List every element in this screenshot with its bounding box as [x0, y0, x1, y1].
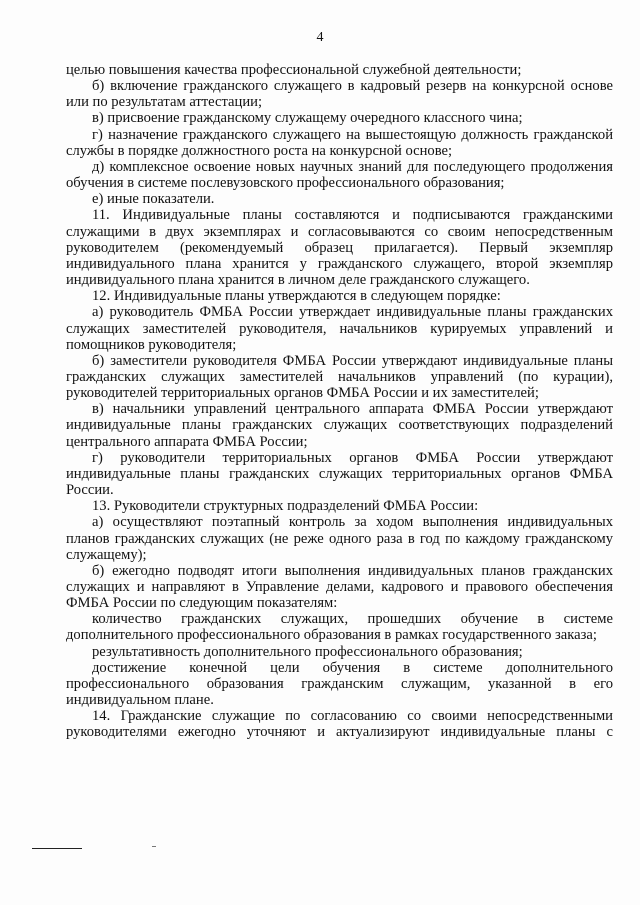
- paragraph-12-b: б) заместители руководителя ФМБА России утверждают индивидуальные планы гражданских служащих заместителей начальников управлений (по курации), руководителей территориальных органов ФМБА России и их заместителей;: [66, 352, 613, 402]
- page-number: 4: [316, 30, 324, 45]
- paragraph-12-a: а) руководитель ФМБА России утверждает индивидуальные планы гражданских служащих заместителей руководителя, начальников курируемых управлений и помощников руководителя;: [66, 304, 613, 353]
- paragraph-12-g: г) руководители территориальных органов ФМБА России утверждают индивидуальные планы гражданских служащих территориальных органов ФМБА России.: [66, 449, 613, 499]
- paragraph-12-v: в) начальники управлений центрального аппарата ФМБА России утверждают индивидуальные планы гражданских служащих соответствующих подразделений центрального аппарата ФМБА России;: [66, 401, 613, 450]
- paragraph-11: 11. Индивидуальные планы составляются и подписываются гражданскими служащими в двух экземплярах и согласовываются со своим непосредственным руководителем (рекомендуемый образец прилагается). Первый экземпляр индивидуального плана хранится у гражданского служащего, второй экземпляр индивидуального плана хранится в личном деле гражданского служащего.: [66, 207, 613, 289]
- paragraph-item-e: е) иные показатели.: [92, 191, 215, 208]
- paragraph-continuation: целью повышения качества профессиональной служебной деятельности;: [66, 62, 522, 78]
- paragraph-13-indicator-1: количество гражданских служащих, прошедших обучение в системе дополнительного профессионального образования в рамках государственного заказа;: [66, 611, 613, 644]
- paragraph-12: 12. Индивидуальные планы утверждаются в следующем порядке:: [92, 288, 501, 305]
- footer-rule: [32, 848, 82, 849]
- paragraph-13-a: а) осуществляют поэтапный контроль за ходом выполнения индивидуальных планов гражданских служащих (не реже одного раза в год по каждому гражданскому служащему);: [66, 514, 613, 563]
- paragraph-13-b: б) ежегодно подводят итоги выполнения индивидуальных планов гражданских служащих и направляют в Управление делами, кадрового и правового обеспечения ФМБА России по следующим показателям:: [66, 562, 613, 612]
- paragraph-item-g: г) назначение гражданского служащего на вышестоящую должность гражданской службы в порядке должностного роста на конкурсной основе;: [66, 126, 613, 159]
- footer-mark: [152, 846, 156, 847]
- document-body: [66, 62, 613, 741]
- paragraph-13: 13. Руководители структурных подразделений ФМБА России:: [92, 498, 479, 515]
- paragraph-item-d: д) комплексное освоение новых научных знаний для последующего продолжения обучения в системе послевузовского профессионального образования;: [66, 158, 613, 192]
- paragraph-13-indicator-3: достижение конечной цели обучения в системе дополнительного профессионального образования гражданским служащим, указанной в его индивидуальном плане.: [66, 659, 613, 709]
- paragraph-14: 14. Гражданские служащие по согласованию со своими непосредственными руководителями ежегодно уточняют и актуализируют индивидуальные планы с: [66, 708, 613, 741]
- paragraph-item-v: в) присвоение гражданскому служащему очередного классного чина;: [92, 110, 523, 127]
- paragraph-item-b: б) включение гражданского служащего в кадровый резерв на конкурсной основе или по результатам аттестации;: [66, 78, 613, 111]
- paragraph-13-indicator-2: результативность дополнительного профессионального образования;: [92, 643, 523, 660]
